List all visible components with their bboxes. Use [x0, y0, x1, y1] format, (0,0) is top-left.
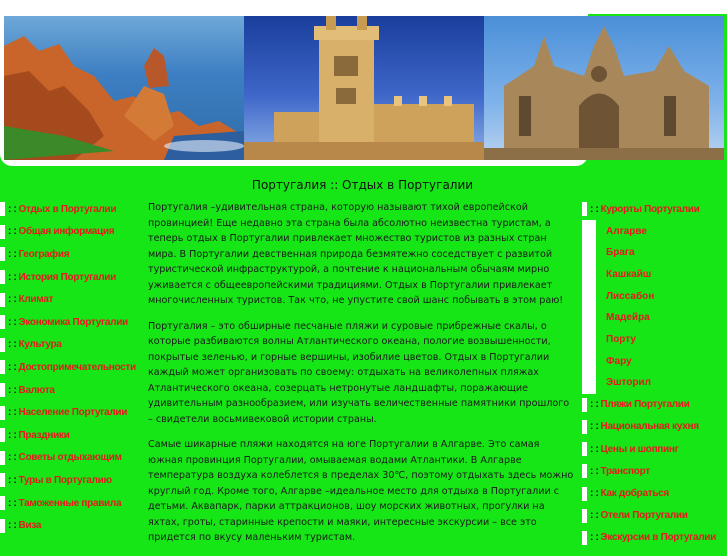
- resort-link-madeira[interactable]: Мадейра: [606, 312, 650, 324]
- left-menu-item-climate[interactable]: : : Климат: [0, 288, 140, 311]
- content-paragraph: Португалия – это обширные песчаные пляжи и суровые прибрежные скалы, о которые разбиваются волны Атлантического океана, пологие возвышенности, покрытые зеленью, и горные вершины, изобилие цветов. Отдых в Португалии каждый может организовать по своему: отдыхать на великолепных пляжах Атлантического океана, созерцать нетронутые ландшафты, поражающие удивительным разнообразием, или изучать величественные памятники прошлого – свидетели восьмивековой истории страны.: [148, 320, 570, 425]
- left-menu-item-tips[interactable]: : : Советы отдыхающим: [0, 447, 140, 470]
- left-menu-item-sights[interactable]: : : Достопримечательности: [0, 356, 140, 379]
- right-menu-item-transport[interactable]: : : Транспорт: [582, 460, 727, 482]
- resort-link-faro[interactable]: Фару: [606, 355, 632, 367]
- left-menu-item-economy[interactable]: : : Экономика Португалии: [0, 311, 140, 334]
- left-menu-item-rest[interactable]: : : Отдых в Португалии: [0, 198, 140, 221]
- resort-link-cascais[interactable]: Кашкайш: [606, 268, 652, 280]
- content-paragraph: Португалия –удивительная страна, которую называют тихой европейской провинцией! Еще недавно эта страна была абсолютно неизвестна туристам, а теперь отдых в Португалии привлекает множество туристов из разных стран мира. В Португалии девственная природа безмятежно соседствует с развитой туристической инфраструктурой, а почтение к национальным обычаям мирно уживается с общеевропейскими традициями. Отдых в Португалии привлекает многочисленных туристов. Так что, не упустите свой шанс побывать в этом раю!: [148, 202, 564, 306]
- coast-cliffs-photo: [4, 16, 244, 160]
- main-content: [148, 200, 576, 556]
- left-menu-item-geography[interactable]: : : География: [0, 243, 140, 266]
- left-menu-item-tours[interactable]: : : Туры в Португалию: [0, 469, 140, 492]
- right-menu-item-cuisine[interactable]: : : Национальная кухня: [582, 416, 727, 438]
- left-menu-item-general-info[interactable]: : : Общая информация: [0, 221, 140, 244]
- resorts-submenu: [582, 220, 727, 394]
- left-menu-item-holidays[interactable]: : : Праздники: [0, 424, 140, 447]
- left-navigation-menu: [0, 198, 140, 537]
- batalha-monastery-photo: [484, 16, 724, 160]
- resort-link-estoril[interactable]: Эшторил: [606, 377, 651, 389]
- left-menu-item-visa[interactable]: : : Виза: [0, 514, 140, 537]
- right-menu-item-prices[interactable]: : : Цены и шоппинг: [582, 438, 727, 460]
- resort-link-braga[interactable]: Брага: [606, 247, 635, 259]
- right-navigation-menu: [582, 198, 727, 549]
- right-menu-item-getting-there[interactable]: : : Как добраться: [582, 482, 727, 504]
- right-menu-item-resorts[interactable]: : : Курорты Португалии: [582, 198, 727, 220]
- left-menu-item-culture[interactable]: : : Культура: [0, 334, 140, 357]
- header-top-strip: [588, 0, 727, 14]
- belem-tower-photo: [244, 16, 484, 160]
- resort-link-lisbon[interactable]: Лиссабон: [606, 290, 655, 302]
- left-menu-item-customs[interactable]: : : Таможенные правила: [0, 492, 140, 515]
- content-paragraph: Самые шикарные пляжи находятся на юге Португалии в Алгарве. Это самая южная провинция Португалии, омываемая водами Атлантики. В Алгарве температура воздуха колеблется в пределах 30℃, поэтому отдыхать здесь можно круглый год. Кроме того, Алгарве –идеальное место для отдыха в Португалии с детьми. Аквапарк, парки аттракционов, шоу морских животных, прогулки на яхтах, гроты, старинные крепости и маяки, интересные экскурсии – все это придется по вкусу маленьким туристам.: [148, 439, 574, 543]
- page-title: Португалия :: Отдых в Португалии: [251, 178, 474, 192]
- resort-link-algarve[interactable]: Алгарве: [606, 225, 647, 237]
- right-menu-item-excursions[interactable]: : : Экскурсии в Португалии: [582, 527, 727, 549]
- left-menu-item-population[interactable]: : : Население Португалии: [0, 401, 140, 424]
- left-menu-item-history[interactable]: : : История Португалии: [0, 266, 140, 289]
- right-menu-item-hotels[interactable]: : : Отели Португалии: [582, 505, 727, 527]
- resort-link-porto[interactable]: Порту: [606, 333, 636, 345]
- header-photo-strip: [4, 16, 724, 160]
- right-menu-item-beaches[interactable]: : : Пляжи Португалии: [582, 394, 727, 416]
- header-banner: [0, 0, 588, 166]
- left-menu-item-currency[interactable]: : : Валюта: [0, 379, 140, 402]
